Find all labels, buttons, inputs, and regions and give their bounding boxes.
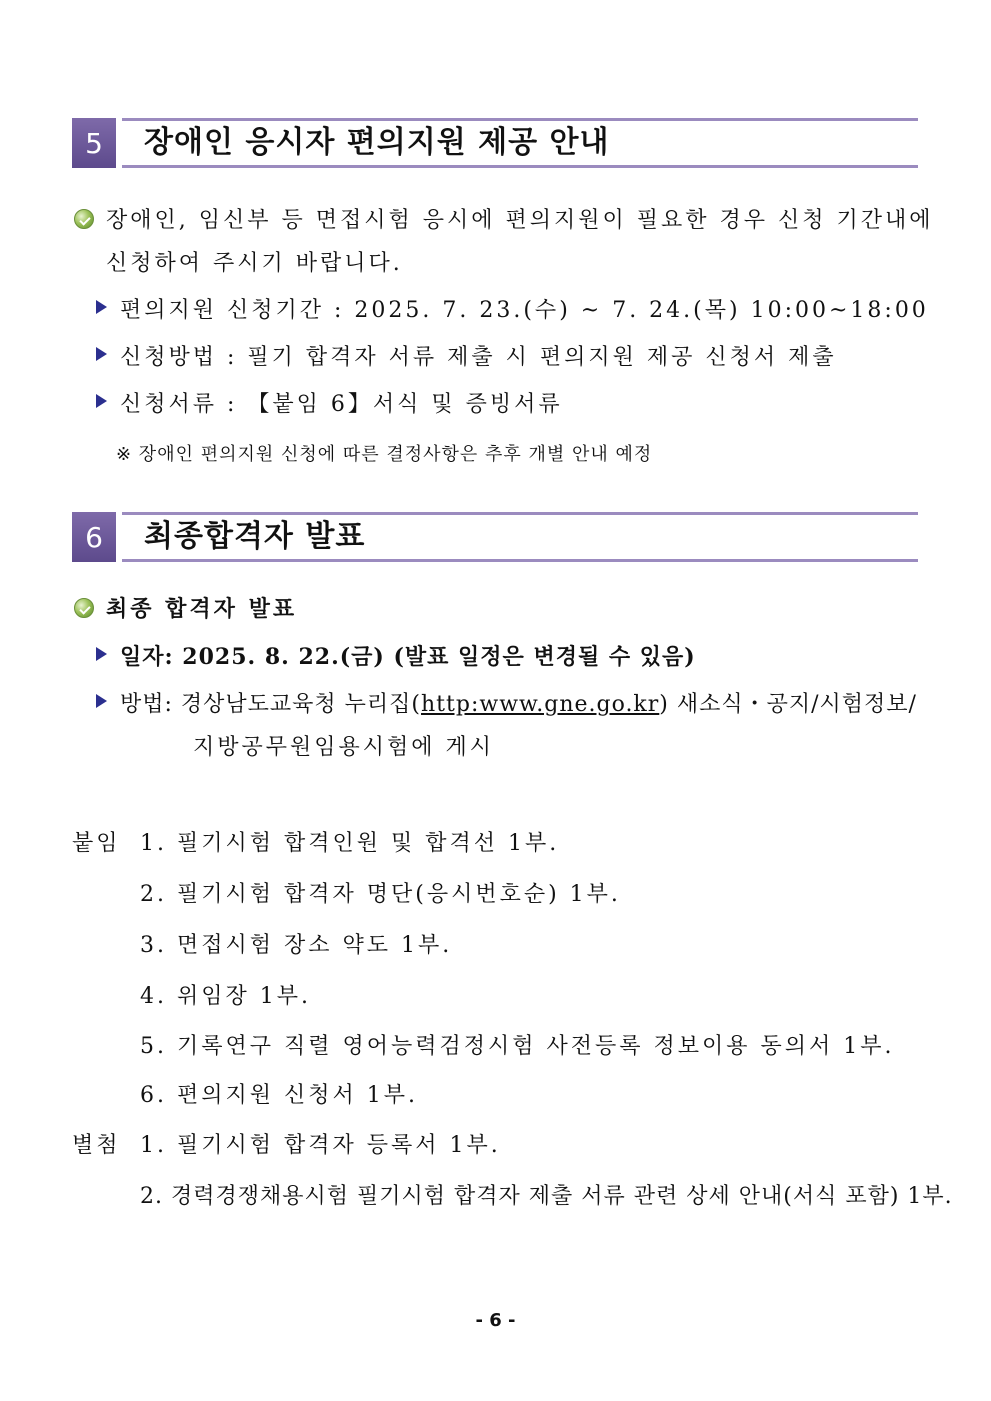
check-bullet-icon: [74, 209, 94, 229]
section-number: 5: [72, 118, 116, 168]
attachment-item: 1. 필기시험 합격인원 및 합격선 1부.: [140, 831, 560, 856]
website-link[interactable]: http:www.gne.go.kr: [421, 692, 660, 717]
triangle-bullet-icon: [96, 694, 107, 708]
attachment-item: 4. 위임장 1부.: [140, 984, 311, 1009]
method-item: [120, 687, 917, 718]
enclosure-item: 2. 경력경쟁채용시험 필기시험 합격자 제출 서류 관련 상세 안내(서식 포함) 1부.: [140, 1184, 953, 1209]
triangle-bullet-icon: [96, 647, 107, 661]
section-title: 장애인 응시자 편의지원 제공 안내: [144, 125, 610, 160]
final-announcement-bullet: 최종 합격자 발표: [106, 596, 298, 622]
section-title: 최종합격자 발표: [144, 519, 366, 554]
list-item: 신청서류 : 【붙임 6】서식 및 증빙서류: [120, 392, 563, 417]
date-item: 일자: 2025. 8. 22.(금) (발표 일정은 변경될 수 있음): [120, 644, 696, 670]
header-rule-bottom: [122, 559, 918, 562]
attachment-item: 2. 필기시험 합격자 명단(응시번호순) 1부.: [140, 882, 621, 907]
enclosures-label: 별첨: [72, 1133, 121, 1158]
triangle-bullet-icon: [96, 347, 107, 361]
section-5-header: [72, 118, 918, 168]
header-rule-bottom: [122, 165, 918, 168]
method-line-2: 지방공무원임용시험에 게시: [193, 735, 495, 760]
attachment-item: 3. 면접시험 장소 약도 1부.: [140, 933, 453, 958]
check-bullet-icon: [74, 598, 94, 618]
triangle-bullet-icon: [96, 300, 107, 314]
triangle-bullet-icon: [96, 394, 107, 408]
section-6-header: [72, 512, 918, 562]
note-text: ※ 장애인 편의지원 신청에 따른 결정사항은 추후 개별 안내 예정: [116, 444, 653, 465]
list-item: 신청방법 : 필기 합격자 서류 제출 시 편의지원 제공 신청서 제출: [120, 345, 837, 370]
method-prefix: 방법: 경상남도교육청 누리집(: [120, 692, 422, 717]
attachments-label: 붙임: [72, 831, 121, 856]
intro-line-1: 장애인, 임신부 등 면접시험 응시에 편의지원이 필요한 경우 신청 기간내에: [106, 208, 934, 233]
page-number: - 6 -: [475, 1310, 516, 1331]
section-number: 6: [72, 512, 116, 562]
enclosure-item: 1. 필기시험 합격자 등록서 1부.: [140, 1133, 501, 1158]
method-suffix: ) 새소식・공지/시험정보/: [659, 692, 917, 717]
attachment-item: 5. 기록연구 직렬 영어능력검정시험 사전등록 정보이용 동의서 1부.: [140, 1034, 895, 1059]
list-item: 편의지원 신청기간 : 2025. 7. 23.(수) ~ 7. 24.(목) 10:00~18:00: [120, 298, 929, 323]
attachment-item: 6. 편의지원 신청서 1부.: [140, 1083, 418, 1108]
intro-line-2: 신청하여 주시기 바랍니다.: [106, 251, 403, 276]
